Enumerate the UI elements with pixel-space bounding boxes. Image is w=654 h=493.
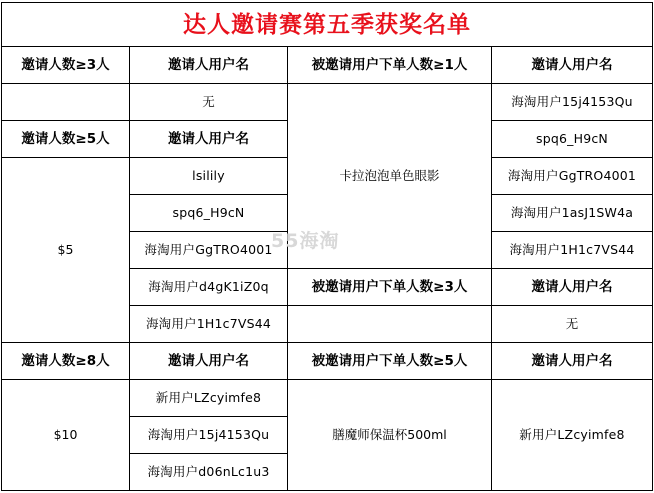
list-item: spq6_H9cN <box>492 121 653 158</box>
list-item: 海淘用户d06nLc1u3 <box>130 454 288 491</box>
empty-cell <box>288 306 492 343</box>
winner-none: 无 <box>130 84 288 121</box>
header-inviter-username: 邀请人用户名 <box>130 343 288 380</box>
list-item: 新用户LZcyimfe8 <box>130 380 288 417</box>
header-inviter-username: 邀请人用户名 <box>492 269 653 306</box>
header-invite-count-5: 邀请人数≥5人 <box>2 121 130 158</box>
header-inviter-username: 邀请人用户名 <box>492 343 653 380</box>
winners-table <box>1 2 653 491</box>
prize-thermos: 膳魔师保温杯500ml <box>288 380 492 491</box>
list-item: spq6_H9cN <box>130 195 288 232</box>
header-inviter-username: 邀请人用户名 <box>130 121 288 158</box>
header-inviter-username: 邀请人用户名 <box>130 47 288 84</box>
prize-10-dollars: $10 <box>2 380 130 491</box>
prize-eyeshadow: 卡拉泡泡单色眼影 <box>288 84 492 269</box>
header-invited-orders-1: 被邀请用户下单人数≥1人 <box>288 47 492 84</box>
list-item: 海淘用户15j4153Qu <box>492 84 653 121</box>
list-item: 海淘用户GgTRO4001 <box>130 232 288 269</box>
header-invite-count-8: 邀请人数≥8人 <box>2 343 130 380</box>
list-item: 海淘用户d4gK1iZ0q <box>130 269 288 306</box>
list-item: 海淘用户1asJ1SW4a <box>492 195 653 232</box>
header-invited-orders-5: 被邀请用户下单人数≥5人 <box>288 343 492 380</box>
prize-5-dollars: $5 <box>2 158 130 343</box>
header-invite-count-3: 邀请人数≥3人 <box>2 47 130 84</box>
list-item: 海淘用户1H1c7VS44 <box>492 232 653 269</box>
list-item: 海淘用户15j4153Qu <box>130 417 288 454</box>
list-item: lsilily <box>130 158 288 195</box>
list-item: 新用户LZcyimfe8 <box>492 380 653 491</box>
watermark-logo: 55海淘 <box>271 230 340 252</box>
table-title: 达人邀请赛第五季获奖名单 <box>2 3 653 47</box>
empty-cell <box>2 84 130 121</box>
winner-none: 无 <box>492 306 653 343</box>
header-inviter-username: 邀请人用户名 <box>492 47 653 84</box>
header-invited-orders-3: 被邀请用户下单人数≥3人 <box>288 269 492 306</box>
list-item: 海淘用户GgTRO4001 <box>492 158 653 195</box>
list-item: 海淘用户1H1c7VS44 <box>130 306 288 343</box>
